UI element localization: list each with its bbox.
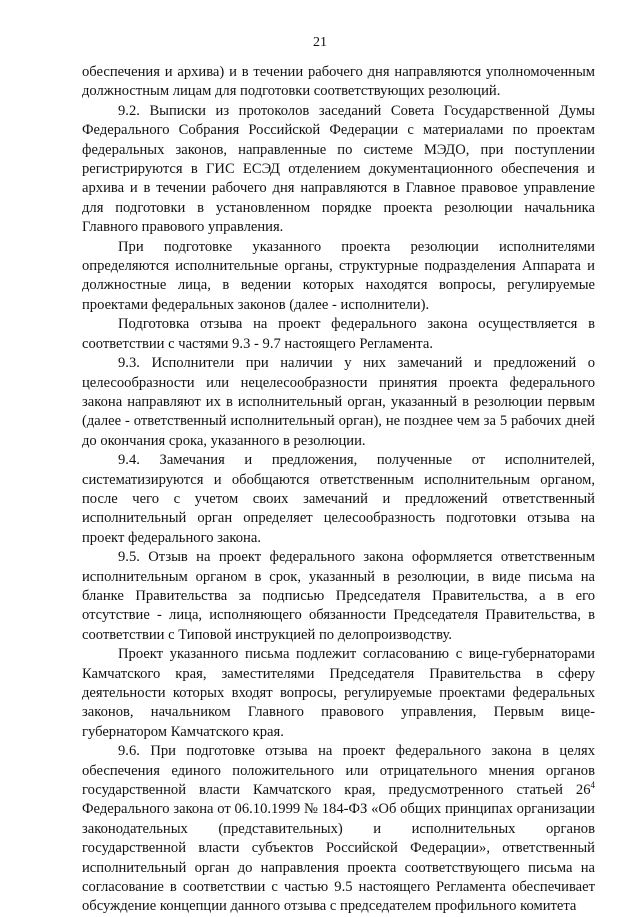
paragraph-9-6-part-1: 9.6. При подготовке отзыва на проект федерального закона в целях обеспечения единого положительного или отрицательного мнения органов государственной власти Камчатского края, предусмотренного статьей 26 — [82, 743, 595, 799]
paragraph-9-5: 9.5. Отзыв на проект федерального закона оформляется ответственным исполнительным органом в срок, указанный в резолюции, в виде письма на бланке Правительства за подписью Председателя Правительства, а в его отсутствие - лица, исполняющего обязанности Председателя Правительства, в соответствии с Типовой инструкцией по делопроизводству. — [82, 549, 595, 643]
paragraph-9-2: 9.2. Выписки из протоколов заседаний Совета Государственной Думы Федерального Собрания Российской Федерации с материалами по проектам федеральных законов, направленные по системе МЭДО, при поступлении регистрируются в ГИС ЕСЭД отделением документационного обеспечения и архива и в течении рабочего дня направляются в Главное правовое управление для подготовки в установленном порядке проекта резолюции начальника Главного правового управления. — [82, 102, 595, 236]
document-body — [82, 63, 595, 917]
paragraph-review-preparation: Подготовка отзыва на проект федерального закона осуществляется в соответствии с частями 9.3 - 9.7 настоящего Регламента. — [82, 316, 595, 352]
paragraph-resolution-executors: При подготовке указанного проекта резолюции исполнителями определяются исполнительные органы, структурные подразделения Аппарата и должностные лица, в ведении которых находятся вопросы, регулируемые проектами федеральных законов (далее - исполнители). — [82, 238, 595, 313]
page-number: 21 — [313, 35, 327, 50]
paragraph-9-6 — [82, 742, 595, 917]
paragraph-9-4: 9.4. Замечания и предложения, полученные от исполнителей, систематизируются и обобщаются ответственным исполнительным органом, после чего с учетом своих замечаний и предложений ответственный исполнительный орган определяет целесообразность подготовки отзыва на проект федерального закона. — [82, 452, 595, 546]
paragraph-letter-approval: Проект указанного письма подлежит согласованию с вице-губернаторами Камчатского края, заместителями Председателя Правительства в сферу деятельности которых входят вопросы, регулируемые проектами федеральных законов, начальником Главного правового управления, Первым вице-губернатором Камчатского края. — [82, 646, 595, 740]
paragraph-9-6-part-2: Федерального закона от 06.10.1999 № 184-ФЗ «Об общих принципах организации законодательных (представительных) и исполнительных органов государственной власти субъектов Российской Федерации», ответственный исполнительный орган до направления проекта соответствующего письма на согласование в соответствии с частью 9.5 настоящего Регламента обеспечивает обсуждение концепции данного отзыва с председателем профильного комитета — [82, 801, 595, 915]
article-superscript: 4 — [590, 780, 595, 791]
paragraph-9-3: 9.3. Исполнители при наличии у них замечаний и предложений о целесообразности или нецелесообразности принятия проекта федерального закона направляют их в исполнительный орган, указанный в резолюции первым (далее - ответственный исполнительный орган), не позднее чем за 5 рабочих дней до окончания срока, указанного в резолюции. — [82, 355, 595, 449]
paragraph-continuation: обеспечения и архива) и в течении рабочего дня направляются уполномоченным должностным лицам для подготовки соответствующих резолюций. — [82, 64, 595, 100]
